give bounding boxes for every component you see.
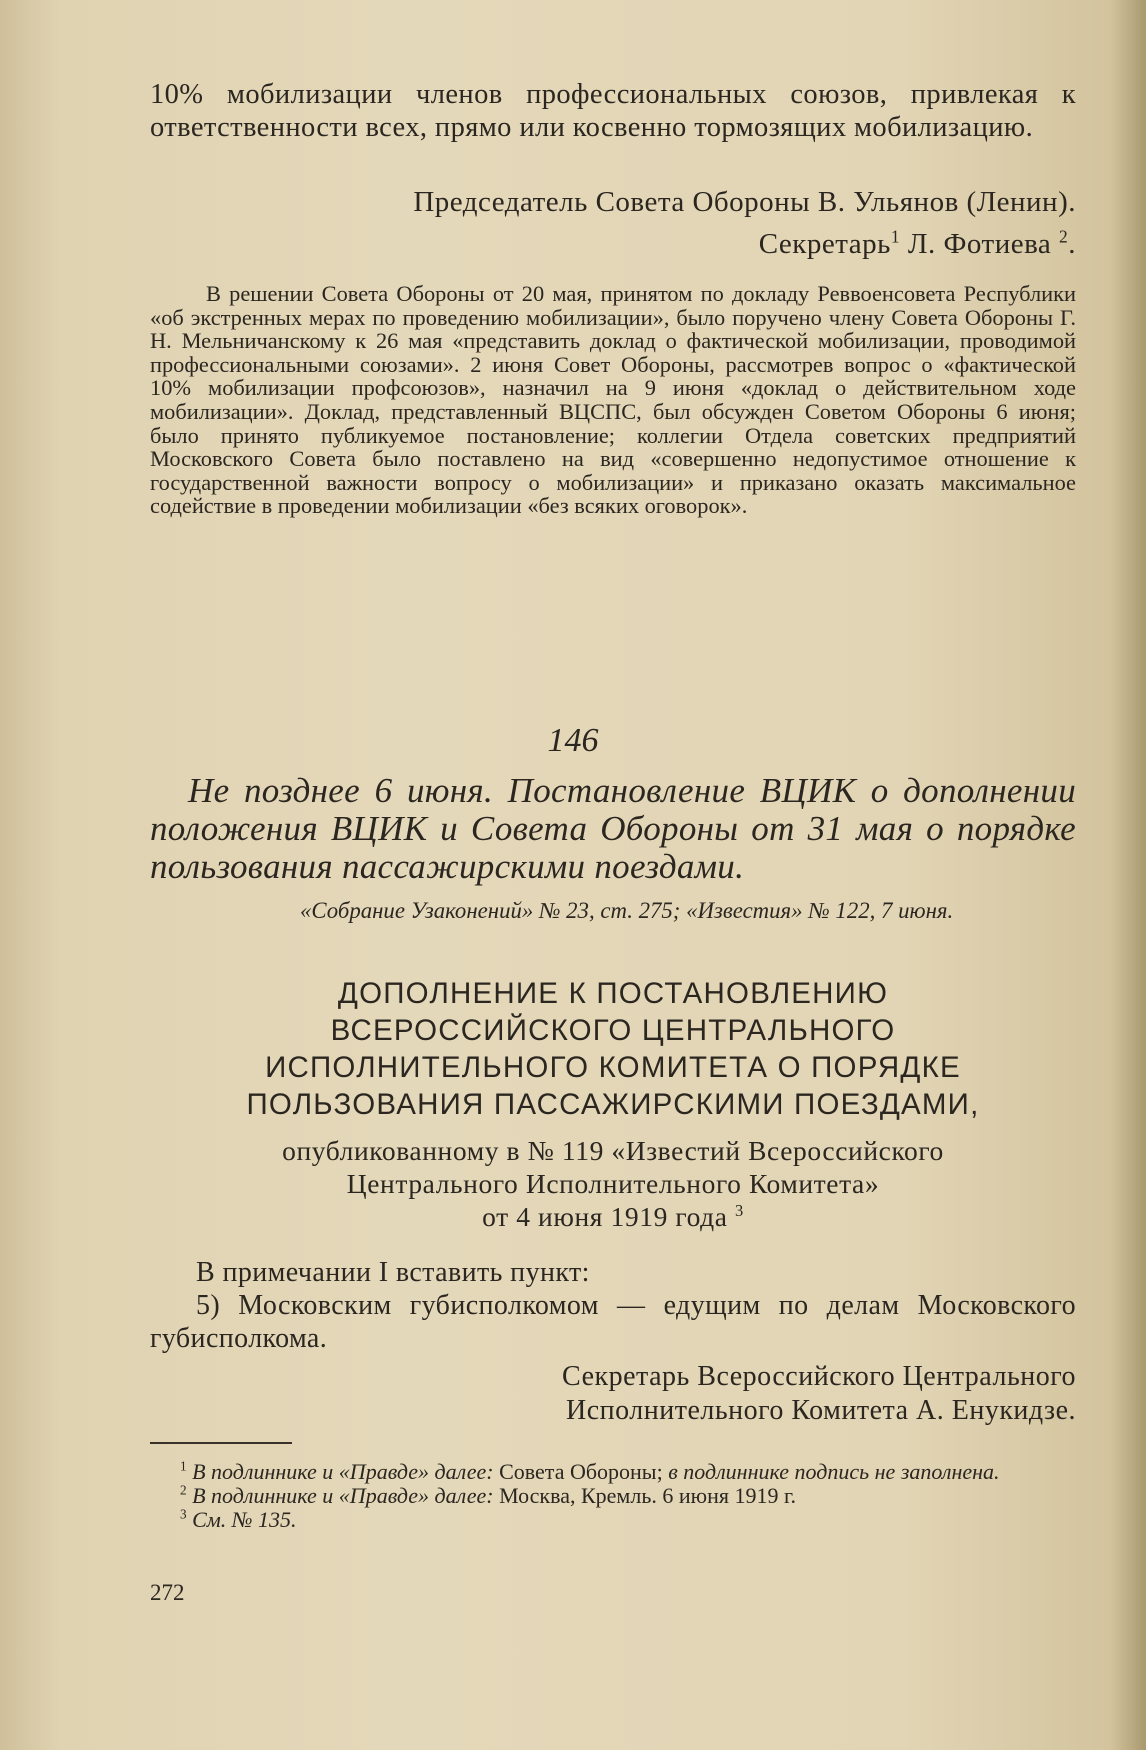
insert-intro: В примечании I вставить пункт: xyxy=(196,1257,590,1288)
footnotes xyxy=(150,1460,1076,1532)
enukidze-signature xyxy=(562,1360,1076,1428)
footnote-italic: в подлиннике подпись не заполнена. xyxy=(668,1459,1000,1484)
footnote-ref-1: 1 xyxy=(890,226,901,247)
secretary-end: . xyxy=(1068,228,1076,260)
decree-title-line: ИСПОЛНИТЕЛЬНОГО КОМИТЕТА О ПОРЯДКЕ xyxy=(265,1051,961,1084)
enukidze-signature-line: Исполнительного Комитета А. Енукидзе. xyxy=(566,1395,1076,1426)
footnote-1 xyxy=(150,1460,1076,1484)
page-number: 272 xyxy=(150,1580,185,1605)
footnote-italic: В подлиннике и «Правде» далее: xyxy=(192,1483,494,1508)
footnote-text: Совета Обороны; xyxy=(499,1459,663,1484)
decree-title-line: ВСЕРОССИЙСКОГО ЦЕНТРАЛЬНОГО xyxy=(330,1014,896,1047)
secretary-signature xyxy=(759,228,1076,261)
footnote-mark: 2 xyxy=(180,1482,187,1498)
footnote-text: Москва, Кремль. 6 июня 1919 г. xyxy=(499,1483,797,1508)
decree-title-line: ПОЛЬЗОВАНИЯ ПАССАЖИРСКИМИ ПОЕЗДАМИ, xyxy=(246,1088,980,1121)
decree-subtitle-line xyxy=(150,1200,1076,1233)
document-number: 146 xyxy=(547,722,599,759)
decree-subtitle-line: опубликованному в № 119 «Известий Всероссийского xyxy=(282,1135,944,1166)
decree-title xyxy=(150,975,1076,1123)
decree-body xyxy=(150,1256,1076,1355)
footnote-3 xyxy=(150,1508,1076,1532)
document-source: «Собрание Узаконений» № 23, ст. 275; «Известия» № 122, 7 июня. xyxy=(300,898,954,923)
insert-item: 5) Московским губисполкомом — едущим по делам Московского губисполкома. xyxy=(150,1290,1076,1354)
chairman-signature xyxy=(413,186,1076,219)
document-heading: Не позднее 6 июня. Постановление ВЦИК о дополнении положения ВЦИК и Совета Обороны от 31 мая о порядке пользования пассажирскими поездами. xyxy=(150,771,1076,886)
decree-title-line: ДОПОЛНЕНИЕ К ПОСТАНОВЛЕНИЮ xyxy=(337,977,889,1010)
enukidze-signature-line: Секретарь Всероссийского Центрального xyxy=(562,1361,1076,1392)
chairman-signature-text: Председатель Совета Обороны В. Ульянов (Ленин). xyxy=(413,186,1076,218)
secretary-title: Секретарь xyxy=(758,228,891,260)
footnote-italic: См. № 135. xyxy=(192,1507,297,1532)
footnote-2 xyxy=(150,1484,1076,1508)
secretary-name: Л. Фотиева xyxy=(907,228,1052,260)
footnote-divider xyxy=(150,1442,292,1444)
decree-subtitle-date: от 4 июня 1919 года xyxy=(482,1201,728,1232)
editor-note: В решении Совета Обороны от 20 мая, принятом по докладу Реввоенсовета Республики «об экстренных мерах по проведению мобилизации», было поручено члену Совета Обороны Г. Н. Мельничанскому к 26 мая «представить доклад о фактической мобилизации, проводимой профессиональными союзами». 2 июня Совет Обороны, рассмотрев вопрос о «фактической 10% мобилизации профсоюзов», назначил на 9 июня «доклад о действительном ходе мобилизации». Доклад, представленный ВЦСПС, был обсужден Советом Обороны 6 июня; было принято публикуемое постановление; коллегии Отдела советских предприятий Московского Совета было поставлено на вид «совершенно недопустимое отношение к государственной важности вопросу о мобилизации» и приказано оказать максимальное содействие в проведении мобилизации «без всяких оговорок». xyxy=(150,281,1076,519)
decree-subtitle-line: Центрального Исполнительного Комитета» xyxy=(346,1168,880,1199)
decree-subtitle xyxy=(150,1134,1076,1233)
footnote-ref-3: 3 xyxy=(735,1200,744,1220)
top-paragraph: 10% мобилизации членов профессиональных союзов, привлекая к ответственности всех, прямо или косвенно тормозящих мобилизацию. xyxy=(150,79,1076,143)
footnote-ref-2: 2 xyxy=(1059,226,1069,247)
footnote-mark: 3 xyxy=(180,1506,187,1522)
footnote-mark: 1 xyxy=(180,1458,187,1474)
footnote-italic: В подлиннике и «Правде» далее: xyxy=(192,1459,494,1484)
